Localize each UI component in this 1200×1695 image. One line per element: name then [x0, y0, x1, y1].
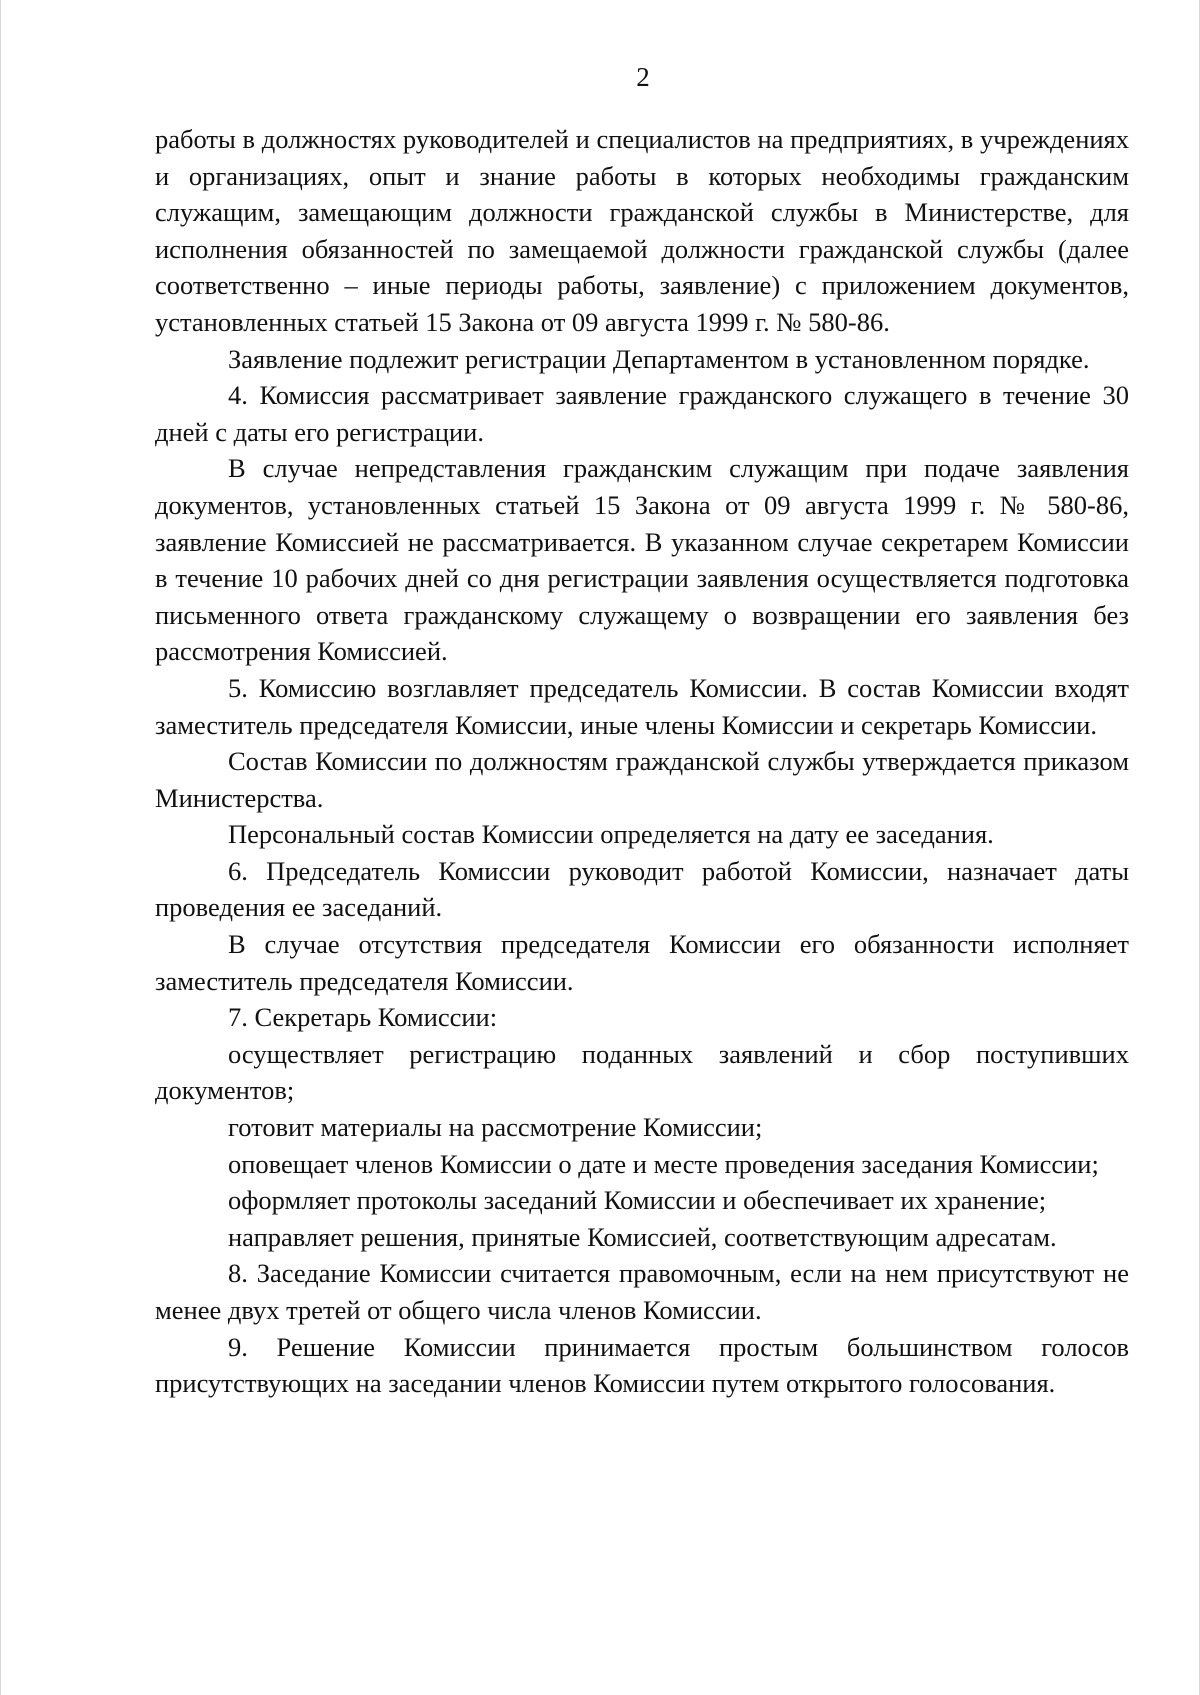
paragraph-item-7-decisions: направляет решения, принятые Комиссией, соответствующим адресатам. [228, 1221, 1057, 1252]
paragraph-item-4-nonsubmission: В случае непредставления гражданским служащим при подаче заявления документов, установленных статьей 15 Закона от 09 августа 1999 г. № 580-86, заявление Комиссией не рассматривается. В указанном случае секретарем Комиссии в течение 10 рабочих дней со дня регистрации заявления осуществляется подготовка письменного ответа гражданскому служащему о возвращении его заявления без рассмотрения Комиссией. [155, 453, 1129, 667]
paragraph-item-7-protocols: оформляет протоколы заседаний Комиссии и обеспечивает их хранение; [228, 1185, 1047, 1216]
paragraph-item-8: 8. Заседание Комиссии считается правомочным, если на нем присутствуют не менее двух третей от общего числа членов Комиссии. [155, 1258, 1129, 1325]
paragraph-item-5-personal: Персональный состав Комиссии определяется на дату ее заседания. [228, 819, 994, 850]
paragraph-item-5-composition: Состав Комиссии по должностям гражданской службы утверждается приказом Министерства. [155, 746, 1129, 813]
paragraph-continuation: работы в должностях руководителей и специалистов на предприятиях, в учреждениях и организациях, опыт и знание работы в которых необходимы гражданским служащим, замещающим должности гражданской службы в Министерстве, для исполнения обязанностей по замещаемой должности гражданской службы (далее соответственно – иные периоды работы, заявление) с приложением документов, установленных статьей 15 Закона от 09 августа 1999 г. № 580-86. [155, 124, 1129, 337]
paragraph-item-7: 7. Секретарь Комиссии: [228, 1002, 498, 1033]
paragraph-item-6-deputy: В случае отсутствия председателя Комиссии его обязанности исполняет заместитель председателя Комиссии. [155, 929, 1129, 996]
paragraph-item-7-materials: готовит материалы на рассмотрение Комиссии; [228, 1112, 763, 1143]
paragraph-item-4: 4. Комиссия рассматривает заявление гражданского служащего в течение 30 дней с даты его регистрации. [155, 380, 1129, 447]
paragraph-item-6: 6. Председатель Комиссии руководит работой Комиссии, назначает даты проведения ее заседаний. [155, 855, 1129, 923]
paragraph-registration: Заявление подлежит регистрации Департаментом в установленном порядке. [228, 343, 1090, 374]
paragraph-item-5: 5. Комиссию возглавляет председатель Комиссии. В состав Комиссии входят заместитель председателя Комиссии, иные члены Комиссии и секретарь Комиссии. [155, 672, 1129, 740]
paragraph-item-7-registration: осуществляет регистрацию поданных заявлений и сбор поступивших документов; [155, 1038, 1129, 1106]
paragraph-item-7-notify: оповещает членов Комиссии о дате и месте проведения заседания Комиссии; [228, 1148, 1099, 1179]
page-number: 2 [636, 62, 650, 92]
document-body [155, 121, 1129, 1402]
paragraph-item-9: 9. Решение Комиссии принимается простым большинством голосов присутствующих на заседании членов Комиссии путем открытого голосования. [155, 1331, 1129, 1399]
